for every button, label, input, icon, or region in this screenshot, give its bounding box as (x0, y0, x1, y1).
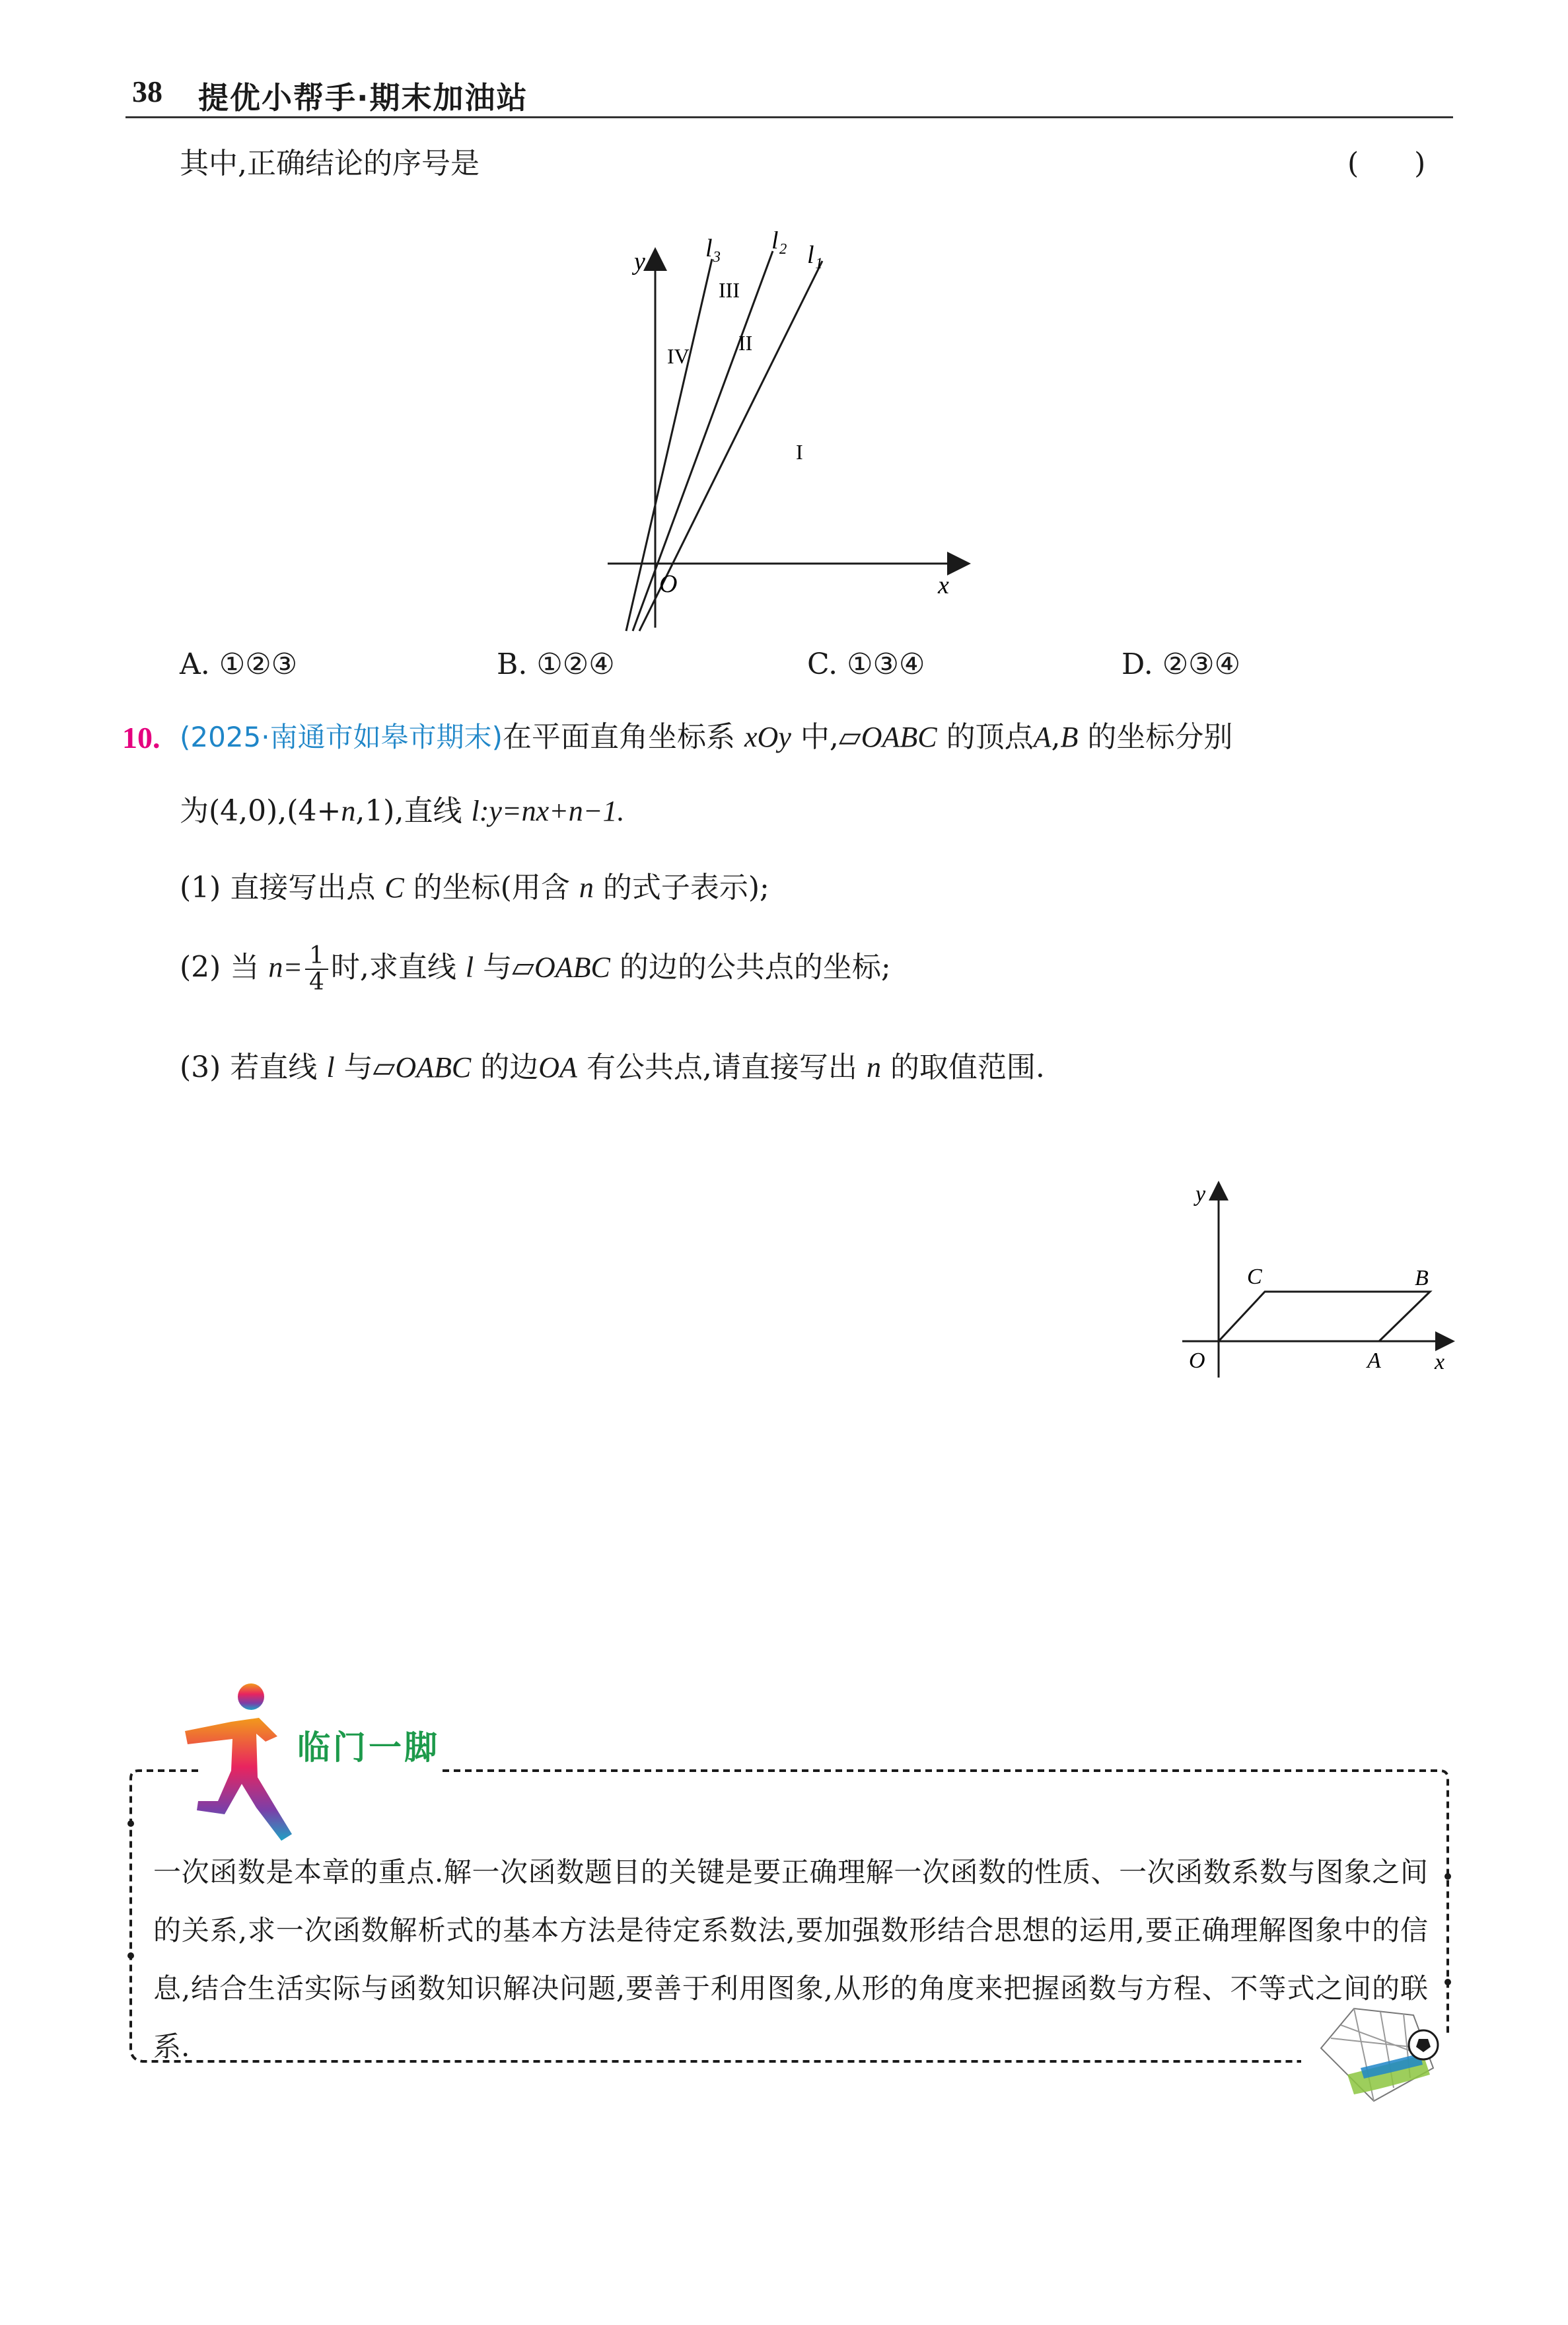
q10-point-b-label: B (1415, 1266, 1429, 1290)
q10-source: (2025·南通市如皋市期末) (180, 721, 503, 753)
q10-stem-line2: 为(4,0),(4+n,1),直线 l:y=nx+n−1. (180, 794, 625, 828)
q9-label-l2: l₂ (771, 231, 787, 254)
running-header-title: 提优小帮手·期末加油站 (198, 80, 528, 116)
q9-x-label: x (938, 572, 949, 599)
q9-origin-label: O (659, 570, 678, 598)
q10-parallelogram-figure (1169, 1176, 1460, 1387)
q9-answer-bracket: ( ) (1347, 147, 1426, 180)
page-number: 38 (132, 75, 162, 108)
q10-part3: (3) 若直线 l 与▱OABC 的边OA 有公共点,请直接写出 n 的取值范围. (180, 1051, 1045, 1084)
header-divider (125, 116, 1453, 118)
q10-point-a-label: A (1367, 1348, 1381, 1373)
q9-option-a: A. ①②③ (180, 647, 298, 681)
q9-stem: 其中,正确结论的序号是 (180, 147, 480, 180)
q10-stem-line1: (2025·南通市如皋市期末)在平面直角坐标系 xOy 中,▱OABC 的顶点A,B 的坐标分别 (180, 720, 1233, 754)
q10-number: 10. (122, 721, 160, 755)
q10-y-label: y (1195, 1182, 1206, 1206)
q10-point-c-label: C (1247, 1265, 1262, 1289)
q9-label-l1: l₁ (807, 241, 823, 269)
q9-label-l3: l₃ (705, 235, 721, 262)
q10-parallelogram-oabc (1219, 1292, 1430, 1341)
tip-title: 临门一脚 (297, 1728, 440, 1767)
q9-region-i: I (796, 440, 803, 464)
q9-option-d: D. ②③④ (1122, 647, 1241, 681)
q9-lines-figure (594, 231, 1004, 641)
q10-part2: (2) 当 n= $\frac{1}{4}$ 时,求直线 l 与▱OABC 的边的公共点的坐标; (180, 942, 891, 996)
q9-region-iii: III (719, 278, 740, 302)
q10-x-label: x (1435, 1350, 1445, 1374)
q9-line-l2 (633, 251, 773, 631)
tip-text: 一次函数是本章的重点.解一次函数题目的关键是要正确理解一次函数的性质、一次函数系数与图象之间的关系,求一次函数解析式的基本方法是待定系数法,要加强数形结合思想的运用,要正确理解图象中的信息,结合生活实际与函数知识解决问题,要善于利用图象,从形的角度来把握函数与方程、不等式之间的联系. (153, 1856, 1428, 2063)
q9-y-label: y (634, 248, 645, 276)
q10-part1: (1) 直接写出点 C 的坐标(用含 n 的式子表示); (180, 871, 769, 904)
q9-option-b: B. ①②④ (497, 647, 615, 681)
q9-region-iv: IV (667, 344, 690, 368)
runner-kick-icon (185, 1683, 292, 1841)
q10-fraction-one-quarter: $\frac{1}{4}$ (305, 943, 328, 995)
q9-region-ii: II (738, 331, 753, 355)
q10-origin-label: O (1189, 1348, 1205, 1373)
q9-option-c: C. ①③④ (807, 647, 925, 681)
